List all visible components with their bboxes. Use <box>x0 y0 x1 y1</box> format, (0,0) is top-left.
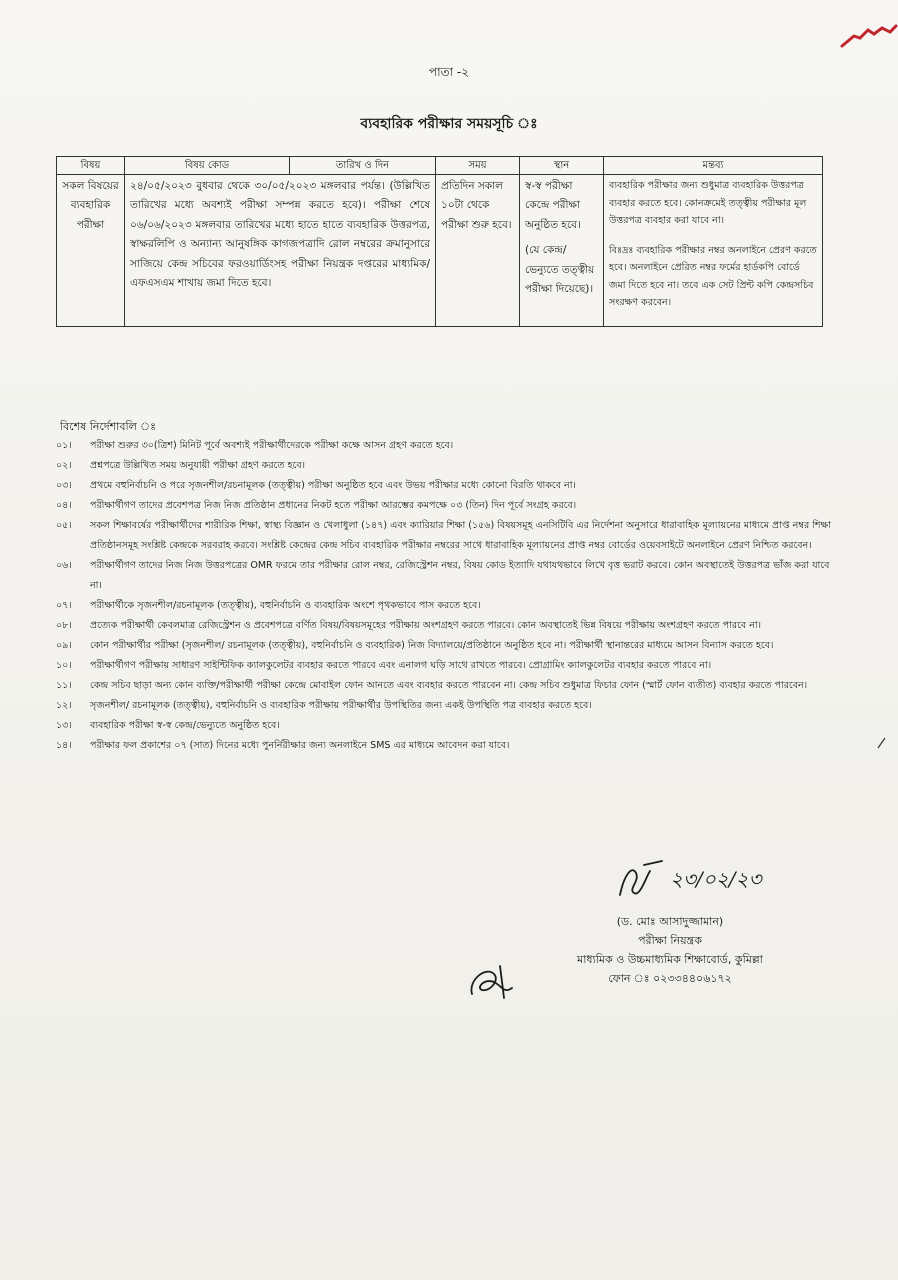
list-item: ১২। সৃজনশীল/ রচনামূলক (তত্ত্বীয়), বহুনির্বাচনি ও ব্যবহারিক পরীক্ষায় পরীক্ষার্থীর উপস্থিতির জন্য একই উপস্থিতি পত্র ব্যবহার করতে হবে। <box>56 700 592 711</box>
signature-block <box>520 912 820 988</box>
remark-1: ব্যবহারিক পরীক্ষার জন্য শুধুমাত্র ব্যবহারিক উত্তরপত্র ব্যবহার করতে হবে। কোনক্রমেই তত্ত্বীয় পরীক্ষার মূল উত্তরপত্র ব্যবহার করা যাবে না। <box>609 180 807 227</box>
cell-venue <box>520 175 604 327</box>
list-item: ০১। পরীক্ষা শুরুর ৩০(ত্রিশ) মিনিট পূর্বে অবশ্যই পরীক্ষার্থীদেরকে পরীক্ষা কক্ষে আসন গ্রহণ করতে হবে। <box>56 440 454 451</box>
venue-main: স্ব-স্ব পরীক্ষা কেন্দ্রে পরীক্ষা অনুষ্ঠিত হবে। <box>525 180 581 231</box>
col-header-venue: স্থান <box>520 157 604 175</box>
list-item: ১০। পরীক্ষার্থীগণ পরীক্ষায় সাধারণ সাইন্টিফিক ক্যালকুলেটর ব্যবহার করতে পারবে এবং এনালগ ঘড়ি সাথে রাখতে পারবে। প্রোগ্রামিং ক্যালকুলেটর ব্যবহার করতে পারবে না। <box>56 660 712 671</box>
list-item: ১৩। ব্যবহারিক পরীক্ষা স্ব-স্ব কেন্দ্র/ভেন্যুতে অনুষ্ঠিত হবে। <box>56 720 280 731</box>
signatory-name: (ড. মোঃ আসাদুজ্জামান) <box>616 915 724 928</box>
list-item: ১৪। পরীক্ষার ফল প্রকাশের ০৭ (সাত) দিনের মধ্যে পুনর্নিরীক্ষার জন্য অনলাইনে SMS এর মাধ্যমে আবেদন করা যাবে। <box>56 740 510 751</box>
list-item: ১১। কেন্দ্র সচিব ছাড়া অন্য কোন ব্যক্তি/পরীক্ষার্থী পরীক্ষা কেন্দ্রে মোবাইল ফোন আনতে এবং ব্যবহার করতে পারবেন না। কেন্দ্র সচিব শুধুমাত্র ফিচার ফোন (স্মার্ট ফোন ব্যতীত) ব্যবহার করতে পারবেন। <box>56 680 808 691</box>
remark-2: বিঃদ্রঃ ব্যবহারিক পরীক্ষার নম্বর অনলাইনে প্রেরণ করতে হবে। অনলাইনে প্রেরিত নম্বর ফর্মের হার্ডকপি বোর্ডে জমা দিতে হবে না। তবে এক সেট প্রিন্ট কপি কেন্দ্রসচিব সংরক্ষণ করবেন। <box>609 244 817 309</box>
signatory-designation: পরীক্ষা নিয়ন্ত্রক <box>638 934 702 947</box>
signatory-office: মাধ্যমিক ও উচ্চমাধ্যমিক শিক্ষাবোর্ড, কুমিল্লা <box>577 953 763 966</box>
cell-time: প্রতিদিন সকাল ১০টা থেকে পরীক্ষা শুরু হবে। <box>436 175 520 327</box>
col-header-remarks: মন্তব্য <box>604 157 823 175</box>
instructions-list <box>52 436 832 756</box>
signatory-phone: ফোন ঃ ০২৩৩৪৪০৬১৭২ <box>608 972 732 985</box>
cell-schedule: ২৪/০৫/২০২৩ বুধবার থেকে ৩০/০৫/২০২৩ মঙ্গলবার পর্যন্ত। (উল্লিখিত তারিখের মধ্যে অবশ্যই পরীক্ষা সম্পন্ন করতে হবে)। পরীক্ষা শেষে ০৬/০৬/২০২৩ মঙ্গলবার তারিখের মধ্যে হাতে হাতে ব্যবহারিক উত্তরপত্র, স্বাক্ষরলিপি ও অন্যান্য আনুষঙ্গিক কাগজপত্রাদি রোল নম্বরের ক্রমানুসারে সাজিয়ে কেন্দ্র সচিবের ফরওয়ার্ডিংসহ পরীক্ষা নিয়ন্ত্রক দপ্তরের মাধ্যমিক/এফএসএম শাখায় জমা দিতে হবে। <box>125 175 436 327</box>
list-item: ০৯। কোন পরীক্ষার্থীর পরীক্ষা (সৃজনশীল/ রচনামূলক (তত্ত্বীয়), বহুনির্বাচনি ও ব্যবহারিক) নিজ বিদ্যালয়ে/প্রতিষ্ঠানে অনুষ্ঠিত হবে না। পরীক্ষার্থী স্থানান্তরের মাধ্যমে আসন বিন্যাস করতে হবে। <box>56 640 774 651</box>
cell-subject: সকল বিষয়ের ব্যবহারিক পরীক্ষা <box>57 175 125 327</box>
red-ink-mark <box>838 22 898 52</box>
table-row <box>57 175 823 327</box>
venue-note: (যে কেন্দ্র/ ভেন্যুতে তত্ত্বীয় পরীক্ষা দিয়েছে)। <box>525 244 595 296</box>
handwritten-date: ২৩/০২/২৩ <box>670 867 762 891</box>
list-item: ০২। প্রশ্নপত্রে উল্লিখিত সময় অনুযায়ী পরীক্ষা গ্রহণ করতে হবে। <box>56 460 306 471</box>
table-header-row <box>57 157 823 175</box>
col-header-date: তারিখ ও দিন <box>290 157 436 175</box>
schedule-table <box>56 156 823 327</box>
list-item: ০৩। প্রথমে বহুনির্বাচনি ও পরে সৃজনশীল/রচনামূলক (তত্ত্বীয়) পরীক্ষা অনুষ্ঠিত হবে এবং উভয় পরীক্ষার মধ্যে কোনো বিরতি থাকবে না। <box>56 480 576 491</box>
instructions-title: বিশেষ নির্দেশাবলি ঃ <box>60 420 157 433</box>
cell-remarks <box>604 175 823 327</box>
col-header-subject: বিষয় <box>57 157 125 175</box>
list-item: ০৬। পরীক্ষার্থীগণ তাদের নিজ নিজ উত্তরপত্রের OMR ফরমে তার পরীক্ষার রোল নম্বর, রেজিস্ট্রেশন নম্বর, বিষয় কোড ইত্যাদি যথাযথভাবে লিখে বৃত্ত ভরাট করবে। কোন অবস্থাতেই উত্তরপত্র ভাঁজ করা যাবে না। <box>56 560 830 591</box>
list-item: ০৮। প্রত্যেক পরীক্ষার্থী কেবলমাত্র রেজিস্ট্রেশন ও প্রবেশপত্রে বর্ণিত বিষয়/বিষয়সমূহের পরীক্ষায় অংশগ্রহণ করতে পারবে। কোন অবস্থাতেই ভিন্ন বিষয়ে পরীক্ষায় অংশগ্রহণ করতে পারবে না। <box>56 620 762 631</box>
initial-scribble <box>460 958 520 1006</box>
col-header-time: সময় <box>436 157 520 175</box>
page-number: পাতা -২ <box>428 65 470 79</box>
list-item: ০৫। সকল শিক্ষাবর্ষের পরীক্ষার্থীদের শারীরিক শিক্ষা, স্বাস্থ্য বিজ্ঞান ও খেলাধুলা (১৪৭) এবং ক্যারিয়ার শিক্ষা (১৫৬) বিষয়সমূহ এনসিটিবি এর নির্দেশনা অনুসারে ধারাবাহিক মূল্যায়নের মাধ্যমে প্রাপ্ত নম্বর শিক্ষা প্রতিষ্ঠানসমূহ সংশ্লিষ্ট কেন্দ্রকে সরবরাহ করবে। সংশ্লিষ্ট কেন্দ্রের কেন্দ্র সচিব ব্যবহারিক পরীক্ষার নম্বরের সাথে ধারাবাহিক মূল্যায়নের প্রাপ্ত নম্বর বোর্ডের ওয়েবসাইটে অনলাইনে প্রেরণ নিশ্চিত করবেন। <box>56 520 831 551</box>
list-item: ০৭। পরীক্ষার্থীকে সৃজনশীল/রচনামূলক (তত্ত্বীয়), বহুনির্বাচনি ও ব্যবহারিক অংশে পৃথকভাবে পাস করতে হবে। <box>56 600 481 611</box>
page-title: ব্যবহারিক পরীক্ষার সময়সূচি ঃ <box>360 116 538 132</box>
col-header-subject-code: বিষয় কোড <box>125 157 290 175</box>
signature-scribble <box>610 855 670 905</box>
list-item: ০৪। পরীক্ষার্থীগণ তাদের প্রবেশপত্র নিজ নিজ প্রতিষ্ঠান প্রধানের নিকট হতে পরীক্ষা আরম্ভের কমপক্ষে ০৩ (তিন) দিন পূর্বে সংগ্রহ করবে। <box>56 500 577 511</box>
pen-tick-mark <box>876 736 888 750</box>
